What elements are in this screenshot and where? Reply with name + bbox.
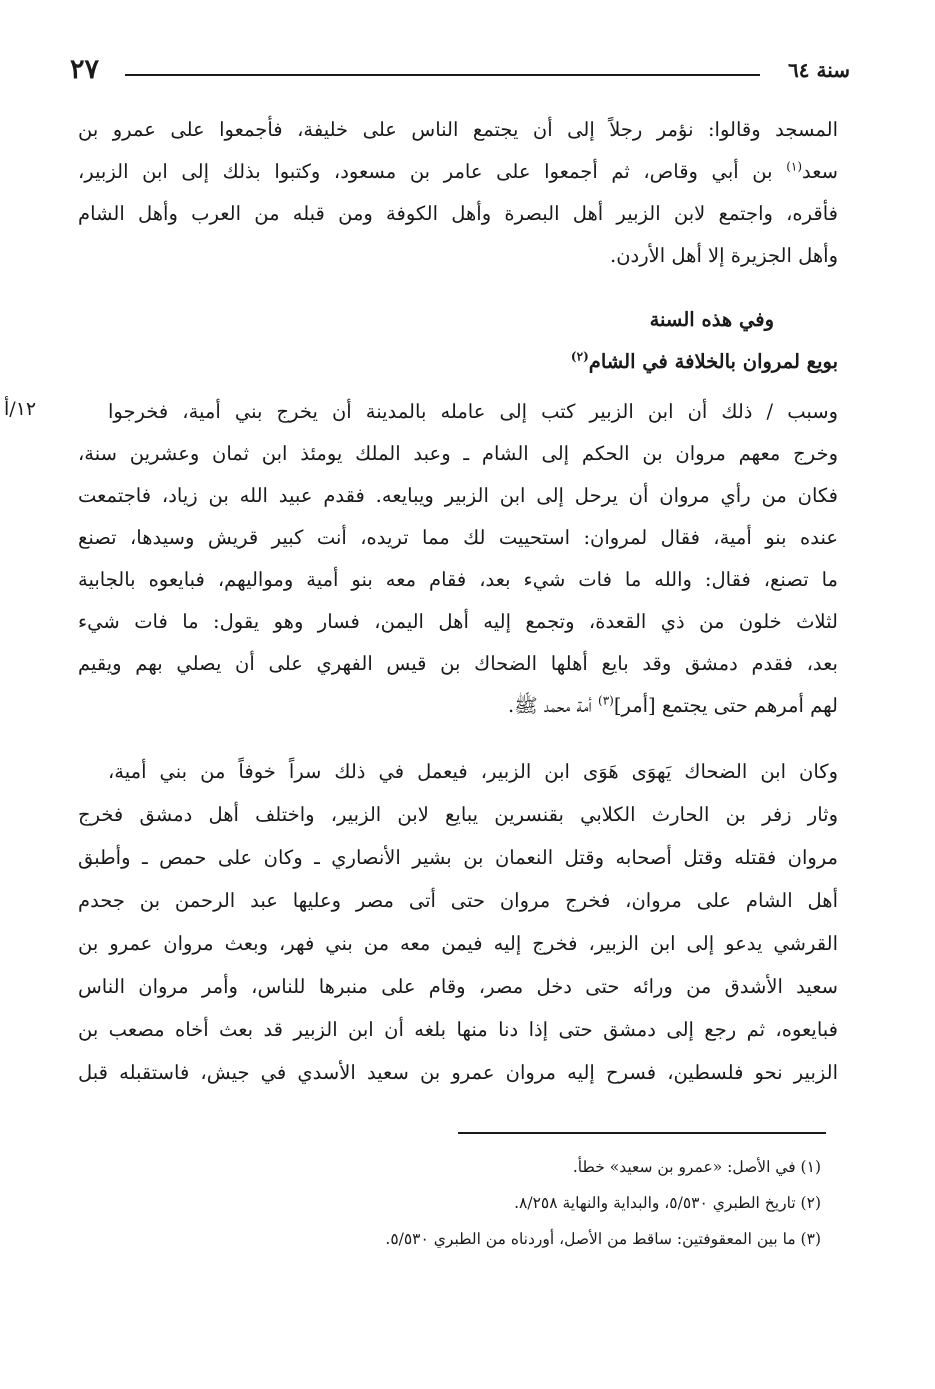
page-number: ٢٧	[70, 54, 100, 85]
text-line: الزبير نحو فلسطين، فسرح إليه مروان عمرو بن سعيد الأسدي في جيش، فاستقبله قبل	[78, 1061, 838, 1084]
header-rule	[125, 74, 760, 76]
text-line: فبايعوه، ثم رجع إلى دمشق حتى إذا دنا منها بلغه أن ابن الزبير قد بعث أخاه مصعب بن	[78, 1018, 838, 1041]
subheading-text: بويع لمروان بالخلافة في الشام	[588, 350, 838, 373]
footnote-ref: (٢)	[570, 349, 589, 364]
text-line	[78, 160, 838, 200]
footnote-ref: (١)	[786, 159, 803, 174]
running-title: سنة ٦٤	[788, 58, 850, 82]
footnote-3: (٣) ما بين المعقوفتين: ساقط من الأصل، أوردناه من الطبري ٥/٥٣٠.	[385, 1230, 821, 1248]
page-header	[70, 52, 850, 92]
text-line: وأهل الجزيرة إلا أهل الأردن.	[610, 244, 838, 267]
footnote-2: (٢) تاريخ الطبري ٥/٥٣٠، والبداية والنهاية ٨/٢٥٨.	[514, 1194, 821, 1212]
footnote-separator	[458, 1132, 826, 1134]
footnote-1: (١) في الأصل: «عمرو بن سعيد» خطأ.	[572, 1158, 821, 1176]
text-line: وخرج معهم مروان بن الحكم إلى الشام ـ وعبد الملك يومئذ ابن ثمان وعشرين سنة،	[78, 442, 838, 465]
line-segment: سعد	[802, 160, 838, 183]
text-line: وكان ابن الضحاك يَهوَى هَوَى ابن الزبير، فيعمل في ذلك سراً خوفاً من بني أمية،	[108, 760, 838, 783]
text-line: بعد، فقدم دمشق وقد بايع أهلها الضحاك بن قيس الفهري على أن يصلي بهم ويقيم	[78, 652, 838, 675]
line-segment: بن أبي وقاص، ثم أجمعوا على عامر بن مسعود، وكتبوا بذلك إلى ابن الزبير،	[78, 160, 773, 183]
margin-folio-note: ١٢/أ	[4, 398, 37, 420]
footnote-ref: (٣)	[598, 693, 614, 708]
text-line: أهل الشام على مروان، فخرج مروان حتى أتى مصر وعليها عبد الرحمن بن جحدم	[78, 889, 838, 912]
text-line	[78, 694, 838, 734]
text-line: لثلاث خلون من ذي القعدة، وتجمع إليه أهل اليمن، فسار وهو يقول: ما فات شيء	[78, 610, 838, 633]
text-line: عنده بنو أمية، فقال لمروان: استحييت لك مما تريده، أنت كبير قريش وسيدها، تصنع	[78, 526, 838, 549]
text-line: سعيد الأشدق من ورائه حتى دخل مصر، وقام على منبرها للناس، وأمر مروان الناس	[78, 975, 838, 998]
text-line: مروان فقتله وقتل أصحابه وقتل النعمان بن بشير الأنصاري ـ وكان على حمص ـ وأطبق	[78, 846, 838, 869]
section-subheading	[571, 350, 838, 373]
text-line: وسبب / ذلك أن ابن الزبير كتب إلى عامله بالمدينة أن يخرج بني أمية، فخرجوا	[108, 400, 838, 423]
line-segment: لهم أمرهم حتى يجتمع [أمر]	[613, 694, 838, 717]
text-line: فأقره، واجتمع لابن الزبير أهل البصرة وأهل الكوفة ومن قبله من العرب وأهل الشام	[78, 202, 838, 225]
line-segment: أمة محمد ﷺ.	[507, 694, 592, 717]
text-line: فكان من رأي مروان أن يرحل إلى ابن الزبير ويبايعه. فقدم عبيد الله بن زياد، فاجتمعت	[78, 484, 838, 507]
section-heading: وفي هذه السنة	[649, 308, 774, 331]
text-line: وثار زفر بن الحارث الكلابي بقنسرين يبايع لابن الزبير، واختلف أهل دمشق فخرج	[78, 803, 838, 826]
text-line: ما تصنع، فقال: والله ما فات شيء بعد، فقام معه بنو أمية ومواليهم، فبايعوه بالجابية	[78, 568, 838, 591]
text-line: المسجد وقالوا: نؤمر رجلاً إلى أن يجتمع الناس على خليفة، فأجمعوا على عمرو بن	[78, 118, 838, 141]
text-line: القرشي يدعو إلى ابن الزبير، فخرج إليه فيمن معه من بني فهر، وبعث مروان عمرو بن	[78, 932, 838, 955]
